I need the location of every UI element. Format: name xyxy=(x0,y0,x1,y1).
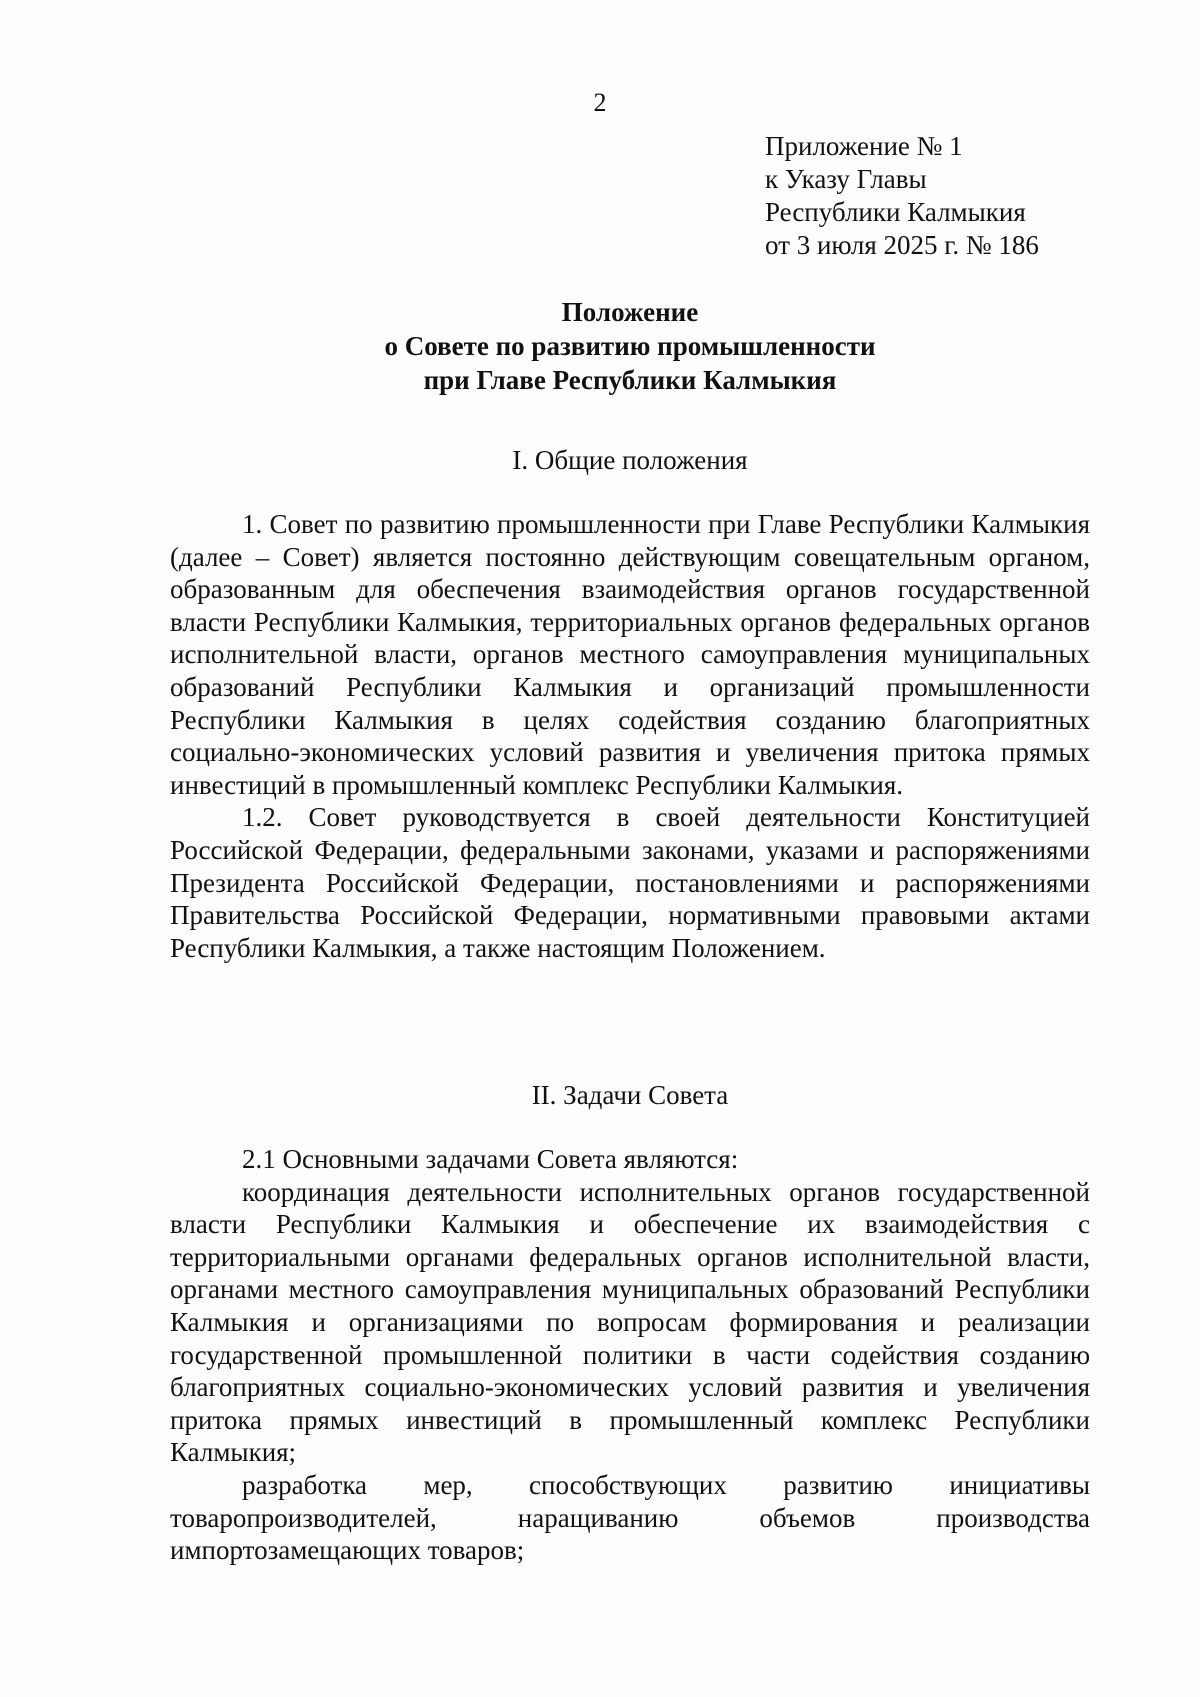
paragraph-2-1: 2.1 Основными задачами Совета являются: xyxy=(242,1144,739,1174)
title-line: Положение xyxy=(561,297,699,327)
appendix-line: Приложение № 1 xyxy=(765,131,963,161)
paragraph-1-2: 1.2. Совет руководствуется в своей деятельности Конституцией Российской Федерации, федеральными законами, указами и распоряжениями Президента Российской Федерации, постановлениями и распоряжениями Правительства Российской Федерации, нормативными правовыми актами Республики Калмыкия, а также настоящим Положением. xyxy=(170,802,1090,963)
task-item-coordination: координация деятельности исполнительных органов государственной власти Республики Калмыкия и обеспечение их взаимодействия с территориальными органами федеральных органов исполнительной власти, органами местного самоуправления муниципальных образований Республики Калмыкия и организациями по вопросам формирования и реализации государственной промышленной политики в части содействия созданию благоприятных социально-экономических условий развития и увеличения притока прямых инвестиций в промышленный комплекс Республики Калмыкия; xyxy=(170,1176,1090,1468)
section-tasks-body xyxy=(170,1143,1090,1567)
title-line: о Совете по развитию промышленности xyxy=(384,331,876,361)
appendix-line: к Указу Главы xyxy=(765,164,927,194)
paragraph-1: 1. Совет по развитию промышленности при Главе Республики Калмыкия (далее – Совет) является постоянно действующим совещательным органом, образованным для обеспечения взаимодействия органов государственной власти Республики Калмыкия, территориальных органов федеральных органов исполнительной власти, органов местного самоуправления муниципальных образований Республики Калмыкия и организаций промышленности Республики Калмыкия в целях содействия созданию благоприятных социально-экономических условий развития и увеличения притока прямых инвестиций в промышленный комплекс Республики Калмыкия. xyxy=(170,509,1090,800)
document-title xyxy=(0,295,1200,397)
appendix-reference xyxy=(765,130,1039,262)
appendix-line: от 3 июля 2025 г. № 186 xyxy=(765,230,1039,260)
section-heading-tasks: II. Задачи Совета xyxy=(531,1080,729,1110)
task-item-measures: разработка мер, способствующих развитию инициативы товаропроизводителей, наращиванию объемов производства импортозамещающих товаров; xyxy=(170,1469,1090,1566)
title-line: при Главе Республики Калмыкия xyxy=(423,365,837,395)
section-heading-general: I. Общие положения xyxy=(512,445,748,475)
section-general-body xyxy=(170,508,1090,964)
appendix-line: Республики Калмыкия xyxy=(765,197,1026,227)
page-number: 2 xyxy=(593,88,607,117)
